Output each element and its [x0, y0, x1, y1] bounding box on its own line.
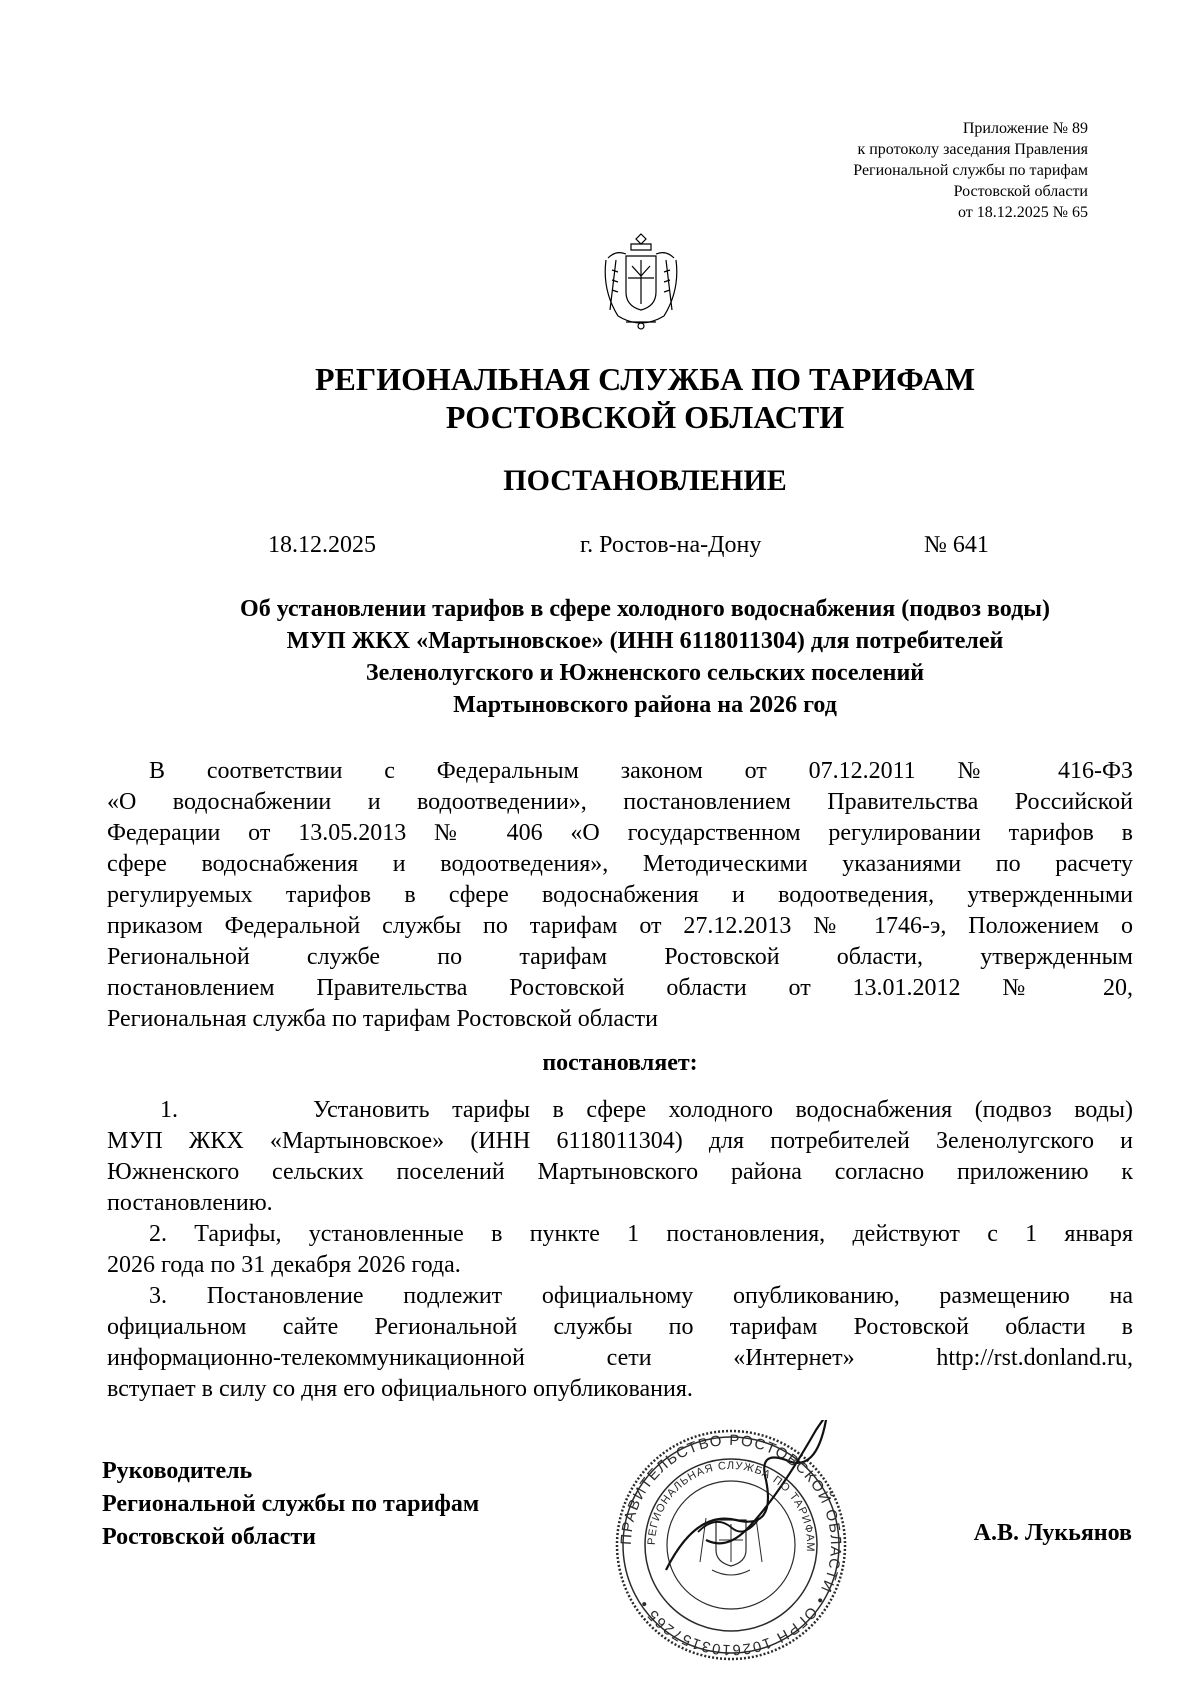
item-line: 3. Постановление подлежит официальному опубликованию, размещению на — [149, 1283, 1133, 1309]
coat-of-arms-icon — [596, 230, 686, 334]
decree-word: постановляет: — [542, 1050, 698, 1076]
document-subject — [0, 593, 1200, 721]
item-line: 2026 года по 31 декабря 2026 года. — [107, 1252, 461, 1278]
item-line: 2. Тарифы, установленные в пункте 1 постановления, действуют с 1 января — [149, 1221, 1133, 1247]
appendix-line: Региональной службы по тарифам — [853, 162, 1088, 179]
signatory-position-line: Ростовской области — [102, 1524, 316, 1550]
subject-line: МУП ЖКХ «Мартыновское» (ИНН 6118011304) для потребителей — [286, 628, 1004, 654]
official-seal-icon — [606, 1420, 856, 1670]
item-line: Южненского сельских поселений Мартыновского района согласно приложению к — [107, 1159, 1133, 1185]
item-line: вступает в силу со дня его официального опубликования. — [107, 1376, 693, 1402]
seal-outer-text: ПРАВИТЕЛЬСТВО РОСТОВСКОЙ ОБЛАСТИ • ОГРН 1026103157265 • — [617, 1431, 845, 1659]
intro-line: постановлением Правительства Ростовской области от 13.01.2012 № 20, — [107, 975, 1133, 1001]
document-date: 18.12.2025 — [268, 532, 376, 558]
document-type: ПОСТАНОВЛЕНИЕ — [503, 464, 787, 497]
signatory-position-line: Региональной службы по тарифам — [102, 1491, 480, 1517]
item-3 — [107, 1281, 1133, 1405]
document-city: г. Ростов-на-Дону — [580, 532, 762, 558]
signatory-name: А.В. Лукьянов — [973, 1520, 1132, 1546]
organization-title-line: РЕГИОНАЛЬНАЯ СЛУЖБА ПО ТАРИФАМ — [314, 361, 976, 397]
appendix-line: к протоколу заседания Правления — [857, 141, 1088, 158]
organization-title — [0, 360, 1200, 436]
seal-inner-text: РЕГИОНАЛЬНАЯ СЛУЖБА ПО ТАРИФАМ — [645, 1459, 817, 1553]
document-number: № 641 — [924, 532, 989, 558]
organization-title-line: РОСТОВСКОЙ ОБЛАСТИ — [445, 399, 845, 435]
item-line: информационно-телекоммуникационной сети «Интернет» http://rst.donland.ru, — [107, 1345, 1133, 1371]
intro-line: приказом Федеральной службы по тарифам от 27.12.2013 № 1746-э, Положением о — [107, 913, 1133, 939]
intro-line: регулируемых тарифов в сфере водоснабжения и водоотведения, утвержденными — [107, 882, 1133, 908]
appendix-line: Приложение № 89 — [962, 120, 1088, 137]
subject-line: Мартыновского района на 2026 год — [453, 692, 837, 718]
intro-line: Региональная служба по тарифам Ростовской области — [107, 1006, 659, 1032]
subject-line: Зеленолугского и Южненского сельских поселений — [365, 660, 925, 686]
intro-line: Региональной службе по тарифам Ростовской области, утвержденным — [107, 944, 1133, 970]
appendix-line: Ростовской области — [953, 183, 1088, 200]
signatory-position-line: Руководитель — [102, 1458, 253, 1484]
intro-line: Федерации от 13.05.2013 № 406 «О государственном регулировании тарифов в — [107, 820, 1133, 846]
item-line: 1. Установить тарифы в сфере холодного водоснабжения (подвоз воды) — [160, 1097, 1133, 1123]
item-line: МУП ЖКХ «Мартыновское» (ИНН 6118011304) для потребителей Зеленолугского и — [107, 1128, 1133, 1154]
intro-line: В соответствии с Федеральным законом от 07.12.2011 № 416-ФЗ — [149, 758, 1133, 784]
intro-line: сфере водоснабжения и водоотведения», Методическими указаниями по расчету — [107, 851, 1133, 877]
intro-paragraph — [107, 756, 1133, 1035]
appendix-reference — [668, 118, 1088, 223]
intro-line: «О водоснабжении и водоотведении», постановлением Правительства Российской — [107, 789, 1133, 815]
item-line: официальном сайте Региональной службы по тарифам Ростовской области в — [107, 1314, 1133, 1340]
appendix-line: от 18.12.2025 № 65 — [957, 204, 1088, 221]
signatory-position — [102, 1455, 479, 1554]
item-1 — [107, 1095, 1133, 1219]
item-2 — [107, 1219, 1133, 1281]
subject-line: Об установлении тарифов в сфере холодного водоснабжения (подвоз воды) — [240, 596, 1050, 622]
item-line: постановлению. — [107, 1190, 273, 1216]
decree-items — [107, 1095, 1133, 1405]
